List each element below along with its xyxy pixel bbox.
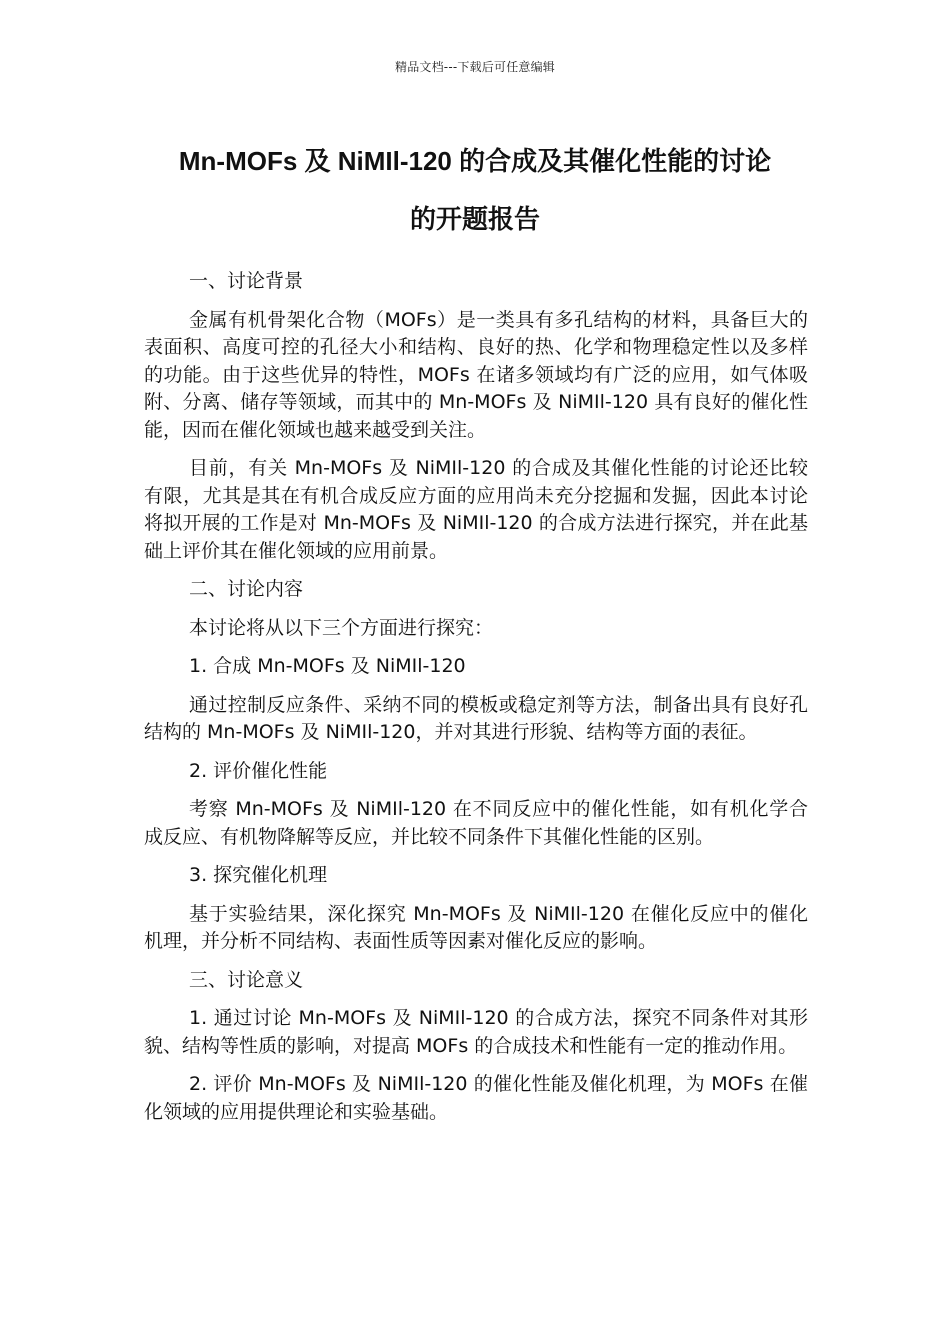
document-body	[144, 268, 808, 1137]
background-paragraph-1: 金属有机骨架化合物（MOFs）是一类具有多孔结构的材料，具备巨大的表面积、高度可控的孔径大小和结构、良好的热、化学和物理稳定性以及多样的功能。由于这些优异的特性，MOFs 在诸多领域均有广泛的应用，如气体吸附、分离、储存等领域，而其中的 Mn-MOFs 及 NiMIl-120 具有良好的催化性能，因而在催化领域也越来越受到关注。	[144, 308, 808, 441]
title-line-2: 的开题报告	[409, 204, 540, 234]
title-line-1: Mn-MOFs 及 NiMIl-120 的合成及其催化性能的讨论	[178, 146, 772, 176]
significance-paragraph-2: 2. 评价 Mn-MOFs 及 NiMIl-120 的催化性能及催化机理，为 MOFs 在催化领域的应用提供理论和实验基础。	[144, 1073, 808, 1123]
content-item-1-heading: 1. 合成 Mn-MOFs 及 NiMIl-120	[189, 655, 466, 677]
content-intro: 本讨论将从以下三个方面进行探究：	[189, 616, 494, 639]
section-heading-background: 一、讨论背景	[189, 270, 304, 292]
content-item-2-heading: 2. 评价催化性能	[189, 759, 328, 782]
content-item-3-text: 基于实验结果，深化探究 Mn-MOFs 及 NiMIl-120 在催化反应中的催化机理，并分析不同结构、表面性质等因素对催化反应的影响。	[144, 902, 808, 952]
content-item-1-text: 通过控制反应条件、采纳不同的模板或稳定剂等方法，制备出具有良好孔结构的 Mn-MOFs 及 NiMIl-120，并对其进行形貌、结构等方面的表征。	[144, 693, 808, 743]
section-heading-content: 二、讨论内容	[189, 578, 304, 600]
significance-paragraph-1: 1. 通过讨论 Mn-MOFs 及 NiMIl-120 的合成方法，探究不同条件对其形貌、结构等性质的影响，对提高 MOFs 的合成技术和性能有一定的推动作用。	[144, 1007, 808, 1057]
background-paragraph-2: 目前，有关 Mn-MOFs 及 NiMIl-120 的合成及其催化性能的讨论还比较有限，尤其是其在有机合成反应方面的应用尚未充分挖掘和发掘，因此本讨论将拟开展的工作是对 Mn-MOFs 及 NiMIl-120 的合成方法进行探究，并在此基础上评价其在催化领域的应用前景。	[144, 457, 808, 562]
content-item-3-heading: 3. 探究催化机理	[189, 864, 328, 886]
document-title	[130, 132, 820, 248]
section-heading-significance: 三、讨论意义	[189, 968, 304, 991]
header-note: 精品文档---下载后可任意编辑	[395, 60, 555, 74]
content-item-2-text: 考察 Mn-MOFs 及 NiMIl-120 在不同反应中的催化性能，如有机化学合成反应、有机物降解等反应，并比较不同条件下其催化性能的区别。	[144, 798, 808, 848]
